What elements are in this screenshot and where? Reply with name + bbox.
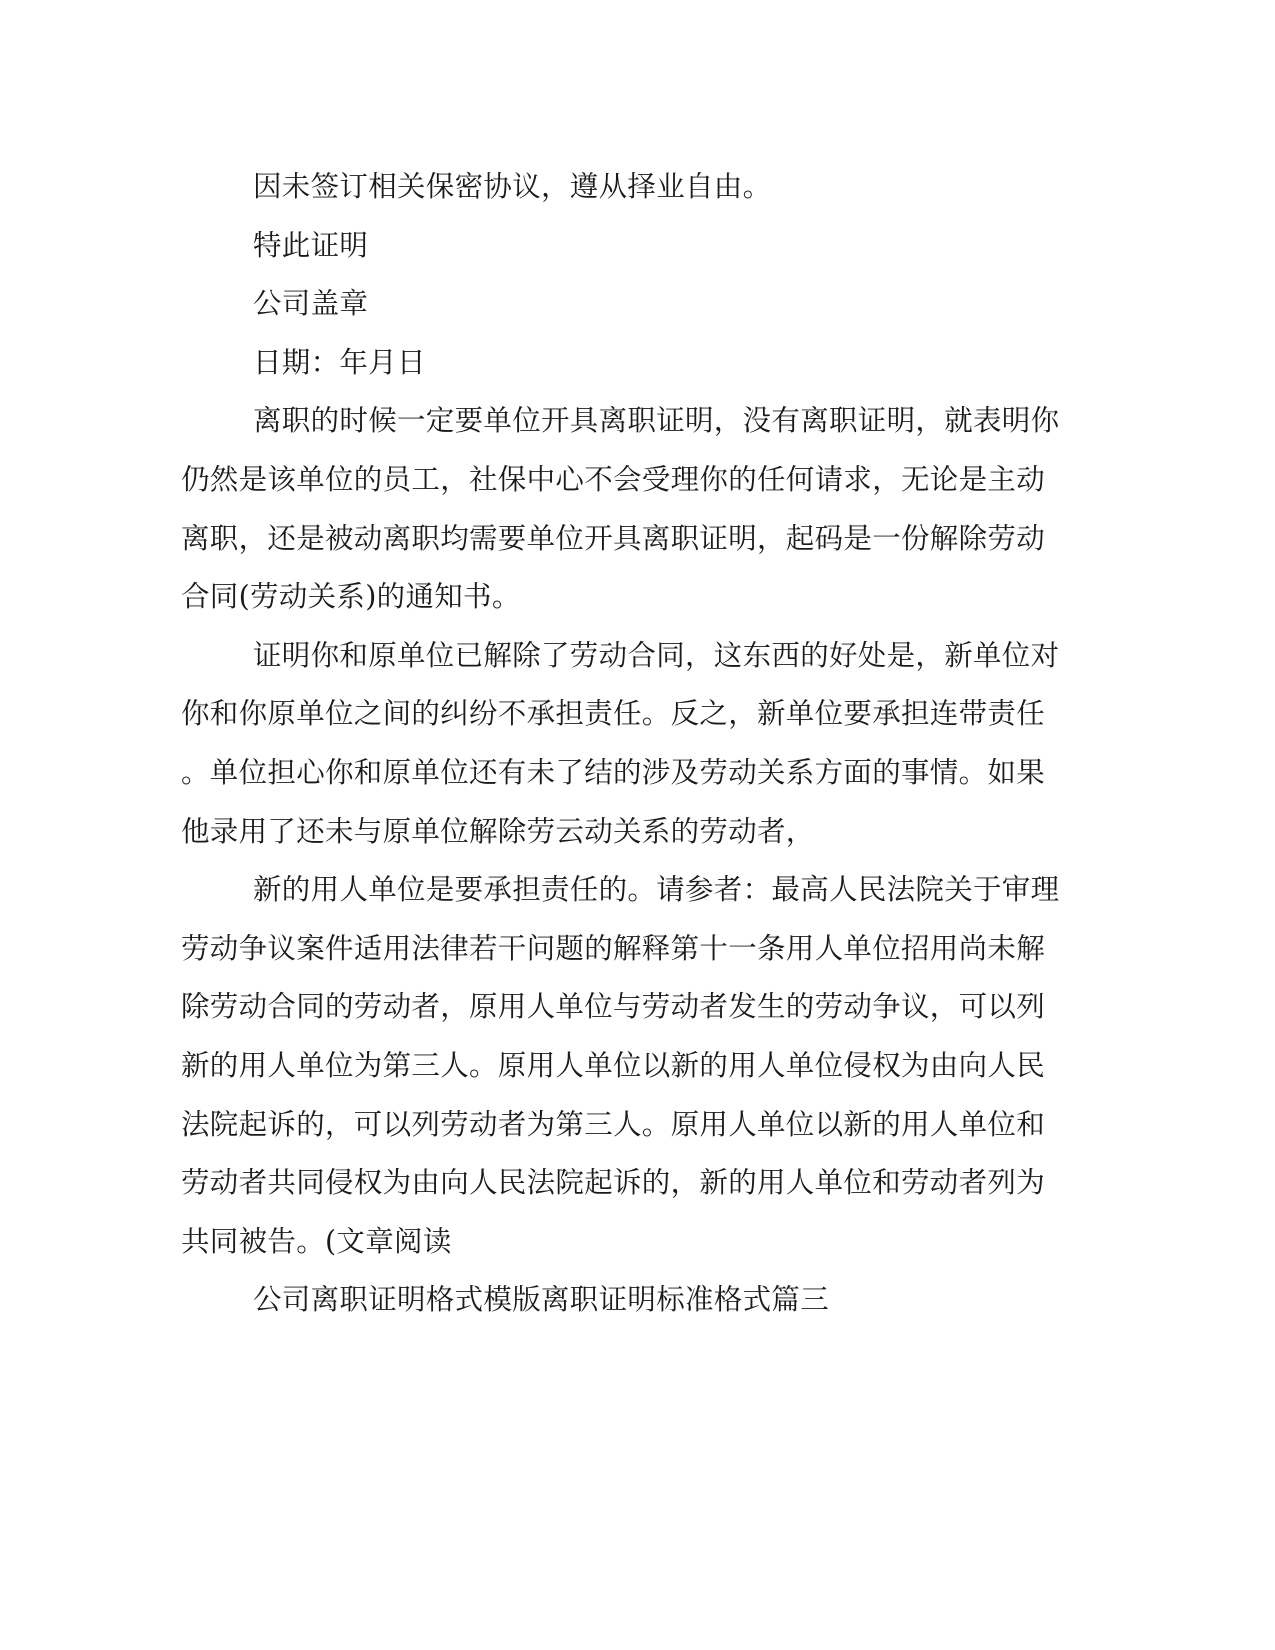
- document-body: [181, 158, 1060, 1330]
- text-line: 劳动者共同侵权为由向人民法院起诉的，新的用人单位和劳动者列为: [181, 1166, 1046, 1200]
- text-line: 劳动争议案件适用法律若干问题的解释第十一条用人单位招用尚未解: [181, 931, 1046, 965]
- text-line: 。单位担心你和原单位还有未了结的涉及劳动关系方面的事情。如果: [181, 755, 1046, 789]
- text-line: 证明你和原单位已解除了劳动合同，这东西的好处是，新单位对: [253, 638, 1060, 672]
- text-line: 新的用人单位为第三人。原用人单位以新的用人单位侵权为由向人民: [181, 1048, 1046, 1082]
- text-line: 你和你原单位之间的纠纷不承担责任。反之，新单位要承担连带责任: [181, 697, 1046, 731]
- text-line: 离职的时候一定要单位开具离职证明，没有离职证明，就表明你: [253, 404, 1060, 438]
- text-line: 新的用人单位是要承担责任的。请参者：最高人民法院关于审理: [253, 873, 1060, 907]
- text-line: 公司盖章: [253, 287, 369, 321]
- text-line: 仍然是该单位的员工，社保中心不会受理你的任何请求，无论是主动: [181, 462, 1046, 496]
- text-line: 因未签订相关保密协议，遵从择业自由。: [253, 170, 772, 203]
- section-heading: 公司离职证明格式模版离职证明标准格式篇三: [253, 1283, 830, 1317]
- text-line: 他录用了还未与原单位解除劳云动关系的劳动者，: [181, 814, 815, 848]
- text-line: 特此证明: [253, 228, 369, 262]
- text-line: 法院起诉的，可以列劳动者为第三人。原用人单位以新的用人单位和: [181, 1107, 1046, 1141]
- text-line: 合同(劳动关系)的通知书。: [181, 580, 521, 614]
- text-line: 共同被告。(文章阅读: [181, 1224, 452, 1258]
- text-line: 除劳动合同的劳动者，原用人单位与劳动者发生的劳动争议，可以列: [181, 990, 1046, 1024]
- text-line: 离职，还是被动离职均需要单位开具离职证明，起码是一份解除劳动: [181, 521, 1046, 555]
- text-line: 日期：年月日: [253, 345, 426, 379]
